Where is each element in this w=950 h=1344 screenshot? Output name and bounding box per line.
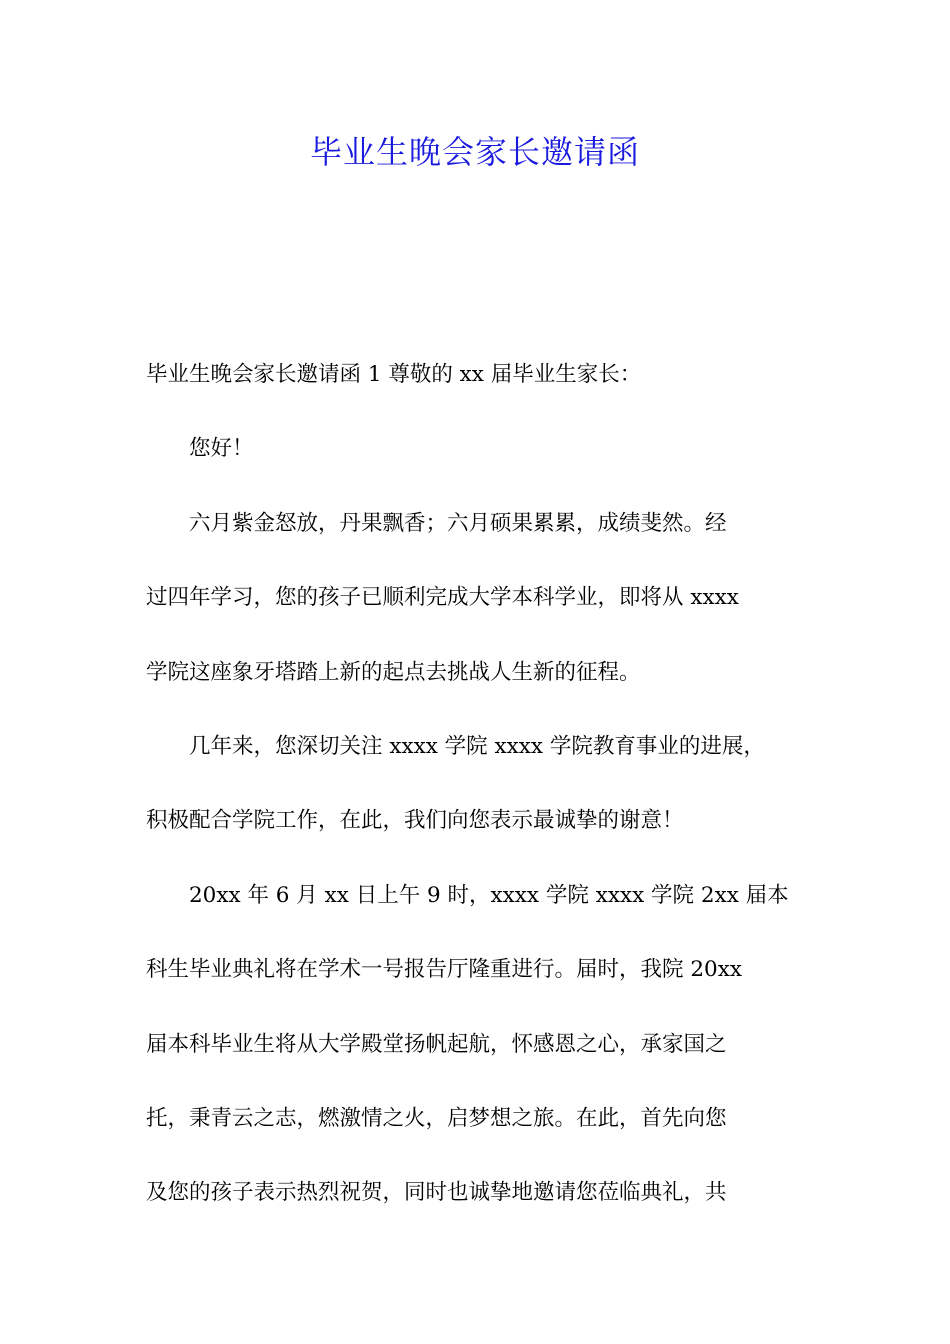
paragraph-line: 几年来，您深切关注 xxxx 学院 xxxx 学院教育事业的进展， (189, 734, 765, 760)
paragraph-line: 20xx 年 6 月 xx 日上午 9 时，xxxx 学院 xxxx 学院 2xx 届本 (189, 882, 789, 908)
paragraph-line: 及您的孩子表示热烈祝贺，同时也诚挚地邀请您莅临典礼，共 (146, 1180, 727, 1206)
paragraph-line: 托，秉青云之志，燃激情之火，启梦想之旅。在此，首先向您 (146, 1106, 727, 1132)
salutation-text: 毕业生晚会家长邀请函 1 尊敬的 xx 届毕业生家长： (146, 362, 642, 387)
paragraph-line: 积极配合学院工作，在此，我们向您表示最诚挚的谢意！ (146, 808, 684, 834)
paragraph-line: 届本科毕业生将从大学殿堂扬帆起航，怀感恩之心，承家国之 (146, 1031, 727, 1057)
paragraph-3 (146, 859, 810, 1231)
greeting-text: 您好！ (189, 436, 254, 462)
paragraph-1 (146, 487, 810, 710)
greeting-paragraph (146, 412, 810, 486)
paragraph-line: 学院这座象牙塔踏上新的起点去挑战人生新的征程。 (146, 659, 641, 685)
paragraph-2 (146, 710, 810, 859)
salutation-line (146, 338, 810, 412)
paragraph-line: 科生毕业典礼将在学术一号报告厅隆重进行。届时，我院 20xx (146, 957, 742, 983)
paragraph-line: 六月紫金怒放，丹果飘香；六月硕果累累，成绩斐然。经 (189, 510, 727, 536)
paragraph-line: 过四年学习，您的孩子已顺利完成大学本科学业，即将从 xxxx (146, 585, 739, 611)
document-body (146, 338, 810, 1231)
document-title: 毕业生晚会家长邀请函 (309, 133, 640, 171)
